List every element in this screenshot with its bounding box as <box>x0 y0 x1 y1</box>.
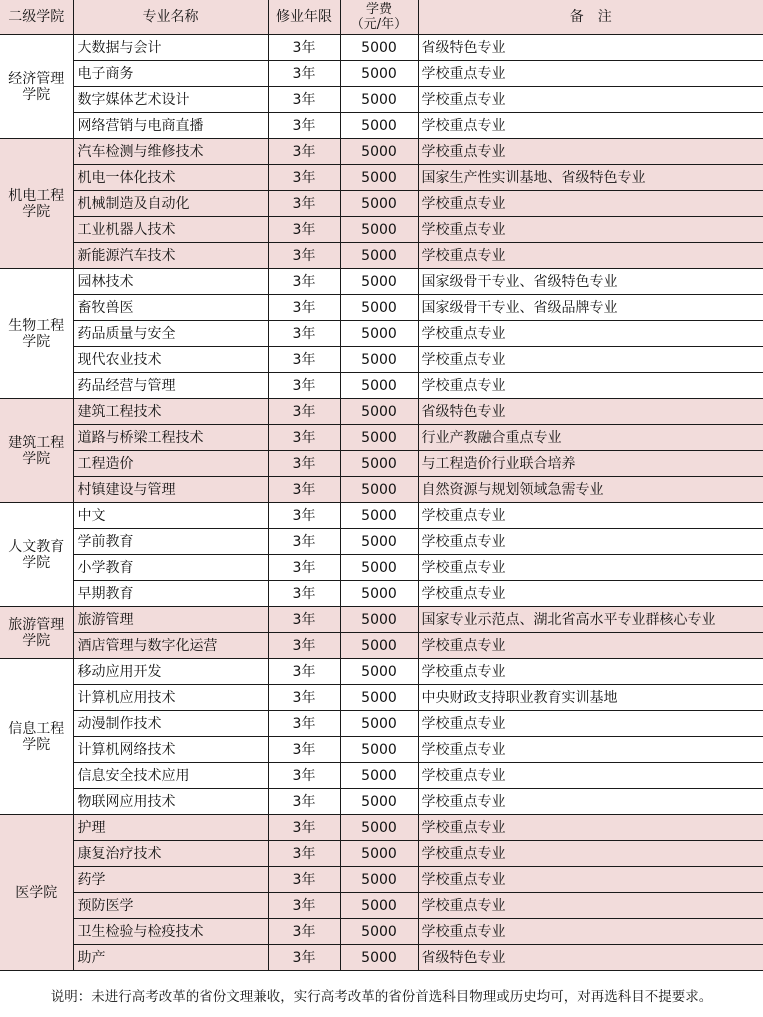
fee-cell: 5000 <box>340 503 418 529</box>
fee-cell: 5000 <box>340 815 418 841</box>
college-cell: 医学院 <box>0 815 73 971</box>
college-cell <box>0 503 73 607</box>
note-cell: 学校重点专业 <box>418 113 763 139</box>
note-cell: 学校重点专业 <box>418 191 763 217</box>
header-years: 修业年限 <box>268 0 340 35</box>
years-cell: 3年 <box>268 217 340 243</box>
years-cell: 3年 <box>268 945 340 971</box>
years-cell: 3年 <box>268 347 340 373</box>
years-cell: 3年 <box>268 815 340 841</box>
table-row <box>0 711 763 737</box>
note-cell: 学校重点专业 <box>418 763 763 789</box>
years-cell: 3年 <box>268 269 340 295</box>
header-college: 二级学院 <box>0 0 73 35</box>
college-cell <box>0 35 73 139</box>
table-row <box>0 633 763 659</box>
table-row <box>0 165 763 191</box>
years-cell: 3年 <box>268 659 340 685</box>
table-row <box>0 217 763 243</box>
note-cell: 学校重点专业 <box>418 503 763 529</box>
note-cell: 学校重点专业 <box>418 659 763 685</box>
years-cell: 3年 <box>268 581 340 607</box>
table-row <box>0 139 763 165</box>
college-cell <box>0 139 73 269</box>
major-cell: 畜牧兽医 <box>73 295 268 321</box>
major-cell: 康复治疗技术 <box>73 841 268 867</box>
fee-cell: 5000 <box>340 425 418 451</box>
fee-cell: 5000 <box>340 607 418 633</box>
table-row <box>0 35 763 61</box>
major-cell: 药品经营与管理 <box>73 373 268 399</box>
major-cell: 工程造价 <box>73 451 268 477</box>
years-cell: 3年 <box>268 451 340 477</box>
table-row <box>0 529 763 555</box>
note-cell: 学校重点专业 <box>418 529 763 555</box>
fee-cell: 5000 <box>340 555 418 581</box>
table-row <box>0 867 763 893</box>
years-cell: 3年 <box>268 321 340 347</box>
note-cell: 学校重点专业 <box>418 737 763 763</box>
years-cell: 3年 <box>268 893 340 919</box>
years-cell: 3年 <box>268 763 340 789</box>
note-cell: 国家专业示范点、湖北省高水平专业群核心专业 <box>418 607 763 633</box>
college-name-line: 学院 <box>22 736 51 753</box>
note-cell: 与工程造价行业联合培养 <box>418 451 763 477</box>
table-row <box>0 555 763 581</box>
note-cell: 学校重点专业 <box>418 867 763 893</box>
major-cell: 汽车检测与维修技术 <box>73 139 268 165</box>
fee-cell: 5000 <box>340 919 418 945</box>
table-header-row <box>0 0 763 35</box>
note-cell: 学校重点专业 <box>418 919 763 945</box>
fee-cell: 5000 <box>340 581 418 607</box>
major-cell: 中文 <box>73 503 268 529</box>
college-name-line: 学院 <box>22 554 51 571</box>
note-cell: 行业产教融合重点专业 <box>418 425 763 451</box>
major-cell: 机电一体化技术 <box>73 165 268 191</box>
years-cell: 3年 <box>268 841 340 867</box>
years-cell: 3年 <box>268 373 340 399</box>
table-row <box>0 893 763 919</box>
major-cell: 园林技术 <box>73 269 268 295</box>
note-cell: 学校重点专业 <box>418 347 763 373</box>
college-cell <box>0 659 73 815</box>
note-cell: 学校重点专业 <box>418 61 763 87</box>
fee-cell: 5000 <box>340 243 418 269</box>
college-cell <box>0 607 73 659</box>
years-cell: 3年 <box>268 607 340 633</box>
table-row <box>0 61 763 87</box>
major-cell: 村镇建设与管理 <box>73 477 268 503</box>
table-row <box>0 399 763 425</box>
note-cell: 学校重点专业 <box>418 555 763 581</box>
major-cell: 网络营销与电商直播 <box>73 113 268 139</box>
fee-cell: 5000 <box>340 893 418 919</box>
fee-cell: 5000 <box>340 867 418 893</box>
note-cell: 国家生产性实训基地、省级特色专业 <box>418 165 763 191</box>
college-name-line: 机电工程 <box>8 187 65 204</box>
college-name-line: 旅游管理 <box>8 616 65 633</box>
major-cell: 小学教育 <box>73 555 268 581</box>
fee-cell: 5000 <box>340 139 418 165</box>
major-cell: 药学 <box>73 867 268 893</box>
table-row <box>0 425 763 451</box>
note-cell: 学校重点专业 <box>418 217 763 243</box>
fee-cell: 5000 <box>340 737 418 763</box>
table-row <box>0 503 763 529</box>
years-cell: 3年 <box>268 737 340 763</box>
years-cell: 3年 <box>268 477 340 503</box>
note-cell: 中央财政支持职业教育实训基地 <box>418 685 763 711</box>
note-cell: 省级特色专业 <box>418 35 763 61</box>
fee-cell: 5000 <box>340 685 418 711</box>
table-row <box>0 841 763 867</box>
years-cell: 3年 <box>268 191 340 217</box>
table-row <box>0 113 763 139</box>
major-cell: 信息安全技术应用 <box>73 763 268 789</box>
major-cell: 新能源汽车技术 <box>73 243 268 269</box>
header-fee <box>340 0 418 35</box>
major-cell: 道路与桥梁工程技术 <box>73 425 268 451</box>
major-cell: 酒店管理与数字化运营 <box>73 633 268 659</box>
note-cell: 国家级骨干专业、省级品牌专业 <box>418 295 763 321</box>
table-row <box>0 347 763 373</box>
fee-cell: 5000 <box>340 633 418 659</box>
note-cell: 自然资源与规划领域急需专业 <box>418 477 763 503</box>
table-row <box>0 87 763 113</box>
years-cell: 3年 <box>268 295 340 321</box>
fee-cell: 5000 <box>340 113 418 139</box>
note-cell: 学校重点专业 <box>418 373 763 399</box>
major-cell: 电子商务 <box>73 61 268 87</box>
table-body <box>0 35 763 971</box>
fee-cell: 5000 <box>340 763 418 789</box>
college-name-line: 经济管理 <box>8 70 65 87</box>
major-cell: 学前教育 <box>73 529 268 555</box>
college-name-line: 学院 <box>22 86 51 103</box>
fee-cell: 5000 <box>340 35 418 61</box>
years-cell: 3年 <box>268 919 340 945</box>
note-cell: 国家级骨干专业、省级特色专业 <box>418 269 763 295</box>
fee-cell: 5000 <box>340 217 418 243</box>
years-cell: 3年 <box>268 61 340 87</box>
years-cell: 3年 <box>268 243 340 269</box>
major-cell: 预防医学 <box>73 893 268 919</box>
note-cell: 省级特色专业 <box>418 399 763 425</box>
years-cell: 3年 <box>268 867 340 893</box>
table-row <box>0 789 763 815</box>
fee-cell: 5000 <box>340 347 418 373</box>
major-cell: 早期教育 <box>73 581 268 607</box>
fee-cell: 5000 <box>340 321 418 347</box>
table-row <box>0 581 763 607</box>
table-row <box>0 815 763 841</box>
fee-cell: 5000 <box>340 295 418 321</box>
major-cell: 数字媒体艺术设计 <box>73 87 268 113</box>
major-cell: 机械制造及自动化 <box>73 191 268 217</box>
table-row <box>0 295 763 321</box>
major-cell: 物联网应用技术 <box>73 789 268 815</box>
fee-cell: 5000 <box>340 399 418 425</box>
fee-cell: 5000 <box>340 529 418 555</box>
fee-cell: 5000 <box>340 841 418 867</box>
table-row <box>0 763 763 789</box>
major-cell: 旅游管理 <box>73 607 268 633</box>
fee-cell: 5000 <box>340 451 418 477</box>
major-cell: 药品质量与安全 <box>73 321 268 347</box>
fee-cell: 5000 <box>340 477 418 503</box>
years-cell: 3年 <box>268 555 340 581</box>
note-cell: 学校重点专业 <box>418 711 763 737</box>
college-cell <box>0 269 73 399</box>
major-cell: 移动应用开发 <box>73 659 268 685</box>
college-name-line: 学院 <box>22 203 51 220</box>
years-cell: 3年 <box>268 529 340 555</box>
note-cell: 学校重点专业 <box>418 321 763 347</box>
table-row <box>0 685 763 711</box>
years-cell: 3年 <box>268 165 340 191</box>
years-cell: 3年 <box>268 711 340 737</box>
years-cell: 3年 <box>268 425 340 451</box>
major-cell: 卫生检验与检疫技术 <box>73 919 268 945</box>
college-name-line: 学院 <box>22 632 51 649</box>
note-cell: 学校重点专业 <box>418 789 763 815</box>
table-row <box>0 919 763 945</box>
footnote: 说明：未进行高考改革的省份文理兼收，实行高考改革的省份首选科目物理或历史均可，对再选科目不提要求。 <box>50 989 713 1005</box>
note-cell: 学校重点专业 <box>418 243 763 269</box>
fee-cell: 5000 <box>340 373 418 399</box>
college-name-line: 学院 <box>22 450 51 467</box>
note-cell: 学校重点专业 <box>418 893 763 919</box>
major-cell: 护理 <box>73 815 268 841</box>
table-row <box>0 373 763 399</box>
note-cell: 学校重点专业 <box>418 633 763 659</box>
major-cell: 建筑工程技术 <box>73 399 268 425</box>
college-name-line: 生物工程 <box>8 317 65 334</box>
fee-cell: 5000 <box>340 269 418 295</box>
table-row <box>0 607 763 633</box>
table-row <box>0 451 763 477</box>
major-cell: 计算机网络技术 <box>73 737 268 763</box>
years-cell: 3年 <box>268 633 340 659</box>
years-cell: 3年 <box>268 399 340 425</box>
years-cell: 3年 <box>268 113 340 139</box>
note-cell: 省级特色专业 <box>418 945 763 971</box>
table-row <box>0 243 763 269</box>
college-name-line: 建筑工程 <box>8 434 65 451</box>
table-row <box>0 737 763 763</box>
major-cell: 助产 <box>73 945 268 971</box>
fee-cell: 5000 <box>340 789 418 815</box>
table-row <box>0 269 763 295</box>
years-cell: 3年 <box>268 87 340 113</box>
fee-cell: 5000 <box>340 711 418 737</box>
header-fee-line2: （元/年） <box>350 17 408 32</box>
header-major: 专业名称 <box>73 0 268 35</box>
years-cell: 3年 <box>268 789 340 815</box>
header-fee-line1: 学费 <box>365 2 392 17</box>
college-name-line: 学院 <box>22 333 51 350</box>
years-cell: 3年 <box>268 139 340 165</box>
fee-cell: 5000 <box>340 87 418 113</box>
years-cell: 3年 <box>268 503 340 529</box>
note-cell: 学校重点专业 <box>418 841 763 867</box>
note-cell: 学校重点专业 <box>418 815 763 841</box>
years-cell: 3年 <box>268 35 340 61</box>
college-name-line: 人文教育 <box>8 538 65 555</box>
college-cell <box>0 399 73 503</box>
fee-cell: 5000 <box>340 191 418 217</box>
major-cell: 计算机应用技术 <box>73 685 268 711</box>
note-cell: 学校重点专业 <box>418 581 763 607</box>
college-name-line: 信息工程 <box>8 720 65 737</box>
note-cell: 学校重点专业 <box>418 139 763 165</box>
fee-cell: 5000 <box>340 165 418 191</box>
major-cell: 大数据与会计 <box>73 35 268 61</box>
major-cell: 现代农业技术 <box>73 347 268 373</box>
note-cell: 学校重点专业 <box>418 87 763 113</box>
fee-cell: 5000 <box>340 61 418 87</box>
major-cell: 动漫制作技术 <box>73 711 268 737</box>
table-row <box>0 321 763 347</box>
major-cell: 工业机器人技术 <box>73 217 268 243</box>
table-row <box>0 477 763 503</box>
header-note: 备 注 <box>418 0 763 35</box>
table-row <box>0 659 763 685</box>
years-cell: 3年 <box>268 685 340 711</box>
table-row <box>0 945 763 971</box>
table-row <box>0 191 763 217</box>
fee-cell: 5000 <box>340 945 418 971</box>
fee-cell: 5000 <box>340 659 418 685</box>
